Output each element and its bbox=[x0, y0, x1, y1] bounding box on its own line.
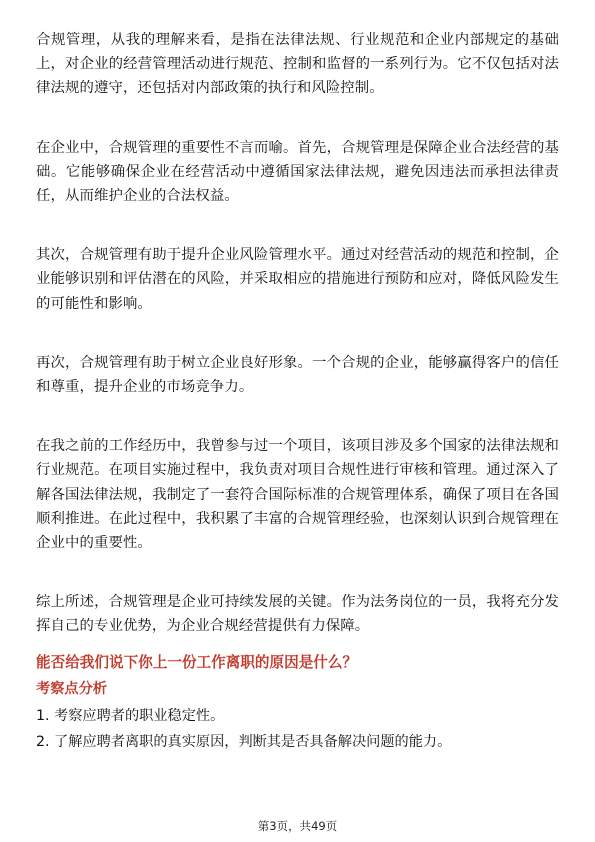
paragraph-summary: 综上所述，合规管理是企业可持续发展的关键。作为法务岗位的一员，我将充分发挥自己的专业优势，为企业合规经营提供有力保障。 bbox=[36, 594, 559, 635]
page-number: 第3页，共49页 bbox=[257, 819, 338, 833]
analysis-heading: 考察点分析 bbox=[36, 680, 107, 697]
document-body bbox=[36, 28, 559, 755]
analysis-item: 1. 考察应聘者的职业稳定性。 bbox=[36, 707, 225, 724]
paragraph-importance: 在企业中，合规管理的重要性不言而喻。首先，合规管理是保障企业合法经营的基础。它能够确保企业在经营活动中遵循国家法律法规，避免因违法而承担法律责任，从而维护企业的合法权益。 bbox=[36, 139, 559, 205]
interview-question: 能否给我们说下你上一份工作离职的原因是什么？ bbox=[36, 653, 358, 671]
paragraph-image: 再次，合规管理有助于树立企业良好形象。一个合规的企业，能够赢得客户的信任和尊重，提升企业的市场竞争力。 bbox=[36, 354, 559, 396]
paragraph-risk-management: 其次，合规管理有助于提升企业风险管理水平。通过对经营活动的规范和控制，企业能够识别和评估潜在的风险，并采取相应的措施进行预防和应对，降低风险发生的可能性和影响。 bbox=[36, 247, 559, 312]
paragraph-definition: 合规管理，从我的理解来看，是指在法律法规、行业规范和企业内部规定的基础上，对企业的经营管理活动进行规范、控制和监督的一系列行为。它不仅包括对法律法规的遵守，还包括对内部政策的执行和风险控制。 bbox=[36, 32, 559, 97]
analysis-item: 2. 了解应聘者离职的真实原因，判断其是否具备解决问题的能力。 bbox=[36, 733, 452, 750]
paragraph-experience: 在我之前的工作经历中，我曾参与过一个项目，该项目涉及多个国家的法律法规和行业规范。在项目实施过程中，我负责对项目合规性进行审核和管理。通过深入了解各国法律法规，我制定了一套符合国际标准的合规管理体系，确保了项目在各国顺利推进。在此过程中，我积累了丰富的合规管理经验，也深刻认识到合规管理在企业中的重要性。 bbox=[36, 438, 559, 552]
